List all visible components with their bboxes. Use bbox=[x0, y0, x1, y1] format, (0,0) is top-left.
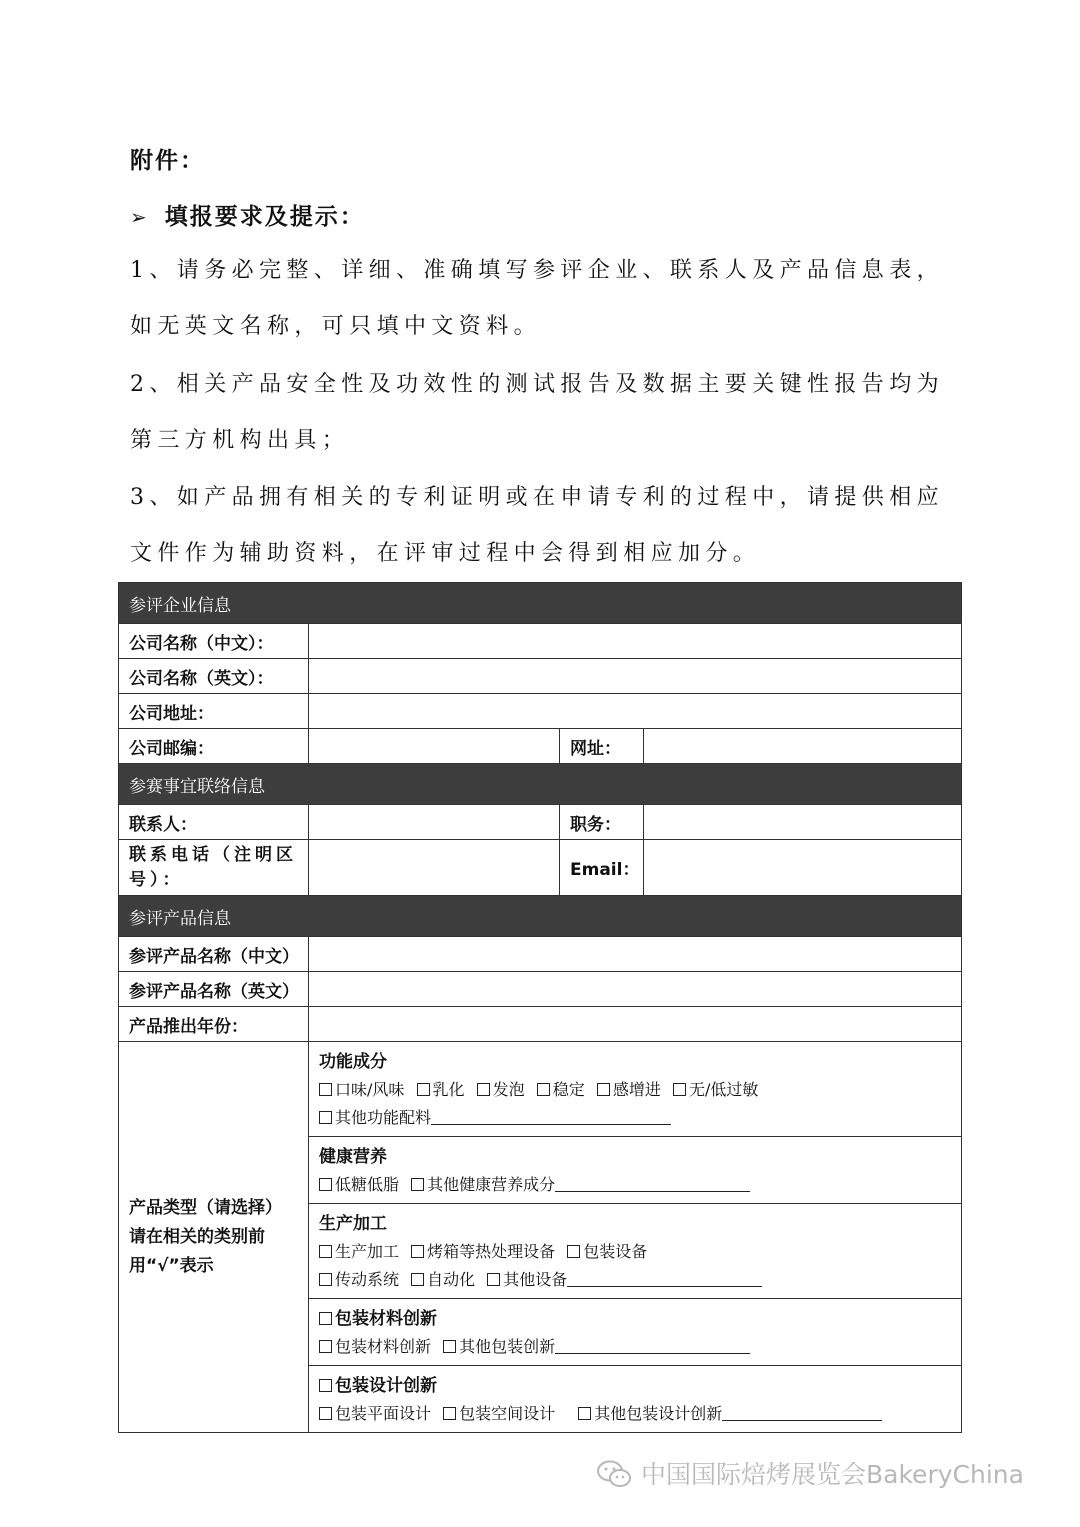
option-checkbox[interactable] bbox=[417, 1080, 465, 1099]
option-label: 低糖低脂 bbox=[335, 1175, 400, 1194]
checkbox-icon bbox=[443, 1340, 456, 1353]
company-section-header bbox=[119, 583, 962, 624]
category-pack-material bbox=[309, 1299, 962, 1366]
category-health bbox=[309, 1137, 962, 1204]
contact-person-field[interactable] bbox=[309, 805, 560, 840]
option-checkbox[interactable] bbox=[319, 1175, 399, 1194]
checkbox-icon bbox=[319, 1340, 332, 1353]
option-label: 烤箱等热处理设备 bbox=[427, 1242, 556, 1261]
requirements-heading bbox=[130, 198, 365, 231]
option-row bbox=[319, 1333, 951, 1361]
option-label: 发泡 bbox=[492, 1080, 525, 1099]
registration-form-table bbox=[118, 582, 962, 1433]
category-processing bbox=[309, 1204, 962, 1299]
checkbox-icon bbox=[477, 1083, 490, 1096]
option-label: 其他包装创新 bbox=[459, 1337, 556, 1356]
option-checkbox[interactable] bbox=[673, 1080, 758, 1099]
checkbox-icon bbox=[487, 1273, 500, 1286]
option-checkbox-other[interactable] bbox=[487, 1270, 762, 1289]
company-address-label: 公司地址： bbox=[119, 694, 309, 729]
checkbox-icon bbox=[597, 1083, 610, 1096]
product-name-cn-field[interactable] bbox=[309, 937, 962, 972]
option-label: 生产加工 bbox=[335, 1242, 400, 1261]
product-name-en-field[interactable] bbox=[309, 972, 962, 1007]
option-label: 包装平面设计 bbox=[335, 1404, 432, 1423]
product-section-header bbox=[119, 896, 962, 937]
option-checkbox-other[interactable] bbox=[411, 1175, 750, 1194]
option-label: 口味/风味 bbox=[335, 1080, 405, 1099]
option-label: 感增进 bbox=[612, 1080, 661, 1099]
launch-year-label: 产品推出年份： bbox=[119, 1007, 309, 1042]
checkbox-icon[interactable] bbox=[319, 1379, 332, 1392]
option-checkbox[interactable] bbox=[319, 1242, 399, 1261]
contact-person-label: 联系人： bbox=[119, 805, 309, 840]
arrow-bullet-icon: ➢ bbox=[130, 205, 149, 229]
contact-section-header bbox=[119, 764, 962, 805]
option-row bbox=[319, 1266, 951, 1294]
checkbox-icon bbox=[319, 1407, 332, 1420]
checkbox-icon bbox=[319, 1245, 332, 1258]
fill-in-blank[interactable] bbox=[555, 1175, 750, 1192]
option-checkbox[interactable] bbox=[319, 1270, 399, 1289]
fill-in-blank[interactable] bbox=[431, 1108, 671, 1125]
company-name-cn-label: 公司名称（中文）： bbox=[119, 624, 309, 659]
option-label: 自动化 bbox=[427, 1270, 476, 1289]
option-label: 传动系统 bbox=[335, 1270, 400, 1289]
checkbox-icon bbox=[578, 1407, 591, 1420]
company-address-field[interactable] bbox=[309, 694, 962, 729]
instruction-3: 3、如产品拥有相关的专利证明或在申请专利的过程中，请提供相应文件作为辅助资料，在评审过程中会得到相应加分。 bbox=[130, 485, 944, 566]
company-section-title: 参评企业信息 bbox=[119, 583, 962, 624]
watermark bbox=[595, 1455, 1024, 1491]
option-row bbox=[319, 1238, 951, 1266]
checkbox-icon[interactable] bbox=[319, 1312, 332, 1325]
product-type-label: 产品类型（请选择）请在相关的类别前用“√”表示 bbox=[119, 1042, 309, 1433]
option-row bbox=[319, 1400, 951, 1428]
option-label: 包装材料创新 bbox=[335, 1337, 432, 1356]
option-checkbox-other[interactable] bbox=[578, 1404, 882, 1423]
category-title: 生产加工 bbox=[319, 1214, 387, 1234]
option-row bbox=[319, 1171, 951, 1199]
instruction-1: 1、请务必完整、详细、准确填写参评企业、联系人及产品信息表，如无英文名称，可只填中文资料。 bbox=[130, 258, 944, 339]
option-checkbox-other[interactable] bbox=[319, 1108, 671, 1127]
checkbox-icon bbox=[319, 1178, 332, 1191]
option-checkbox[interactable] bbox=[319, 1337, 431, 1356]
option-checkbox-other[interactable] bbox=[443, 1337, 750, 1356]
category-title-text: 包装设计创新 bbox=[335, 1376, 437, 1396]
option-label: 稳定 bbox=[552, 1080, 585, 1099]
checkbox-icon bbox=[673, 1083, 686, 1096]
checkbox-icon bbox=[411, 1178, 424, 1191]
option-row bbox=[319, 1104, 951, 1132]
phone-field[interactable] bbox=[309, 840, 560, 896]
option-checkbox[interactable] bbox=[411, 1242, 555, 1261]
attachment-title: 附件： bbox=[130, 148, 205, 174]
checkbox-icon bbox=[411, 1245, 424, 1258]
wechat-icon bbox=[595, 1459, 633, 1489]
company-name-en-field[interactable] bbox=[309, 659, 962, 694]
checkbox-icon bbox=[537, 1083, 550, 1096]
category-pack-design bbox=[309, 1366, 962, 1433]
option-label: 其他健康营养成分 bbox=[427, 1175, 556, 1194]
category-functional bbox=[309, 1042, 962, 1137]
option-checkbox[interactable] bbox=[319, 1080, 404, 1099]
website-field[interactable] bbox=[644, 729, 962, 764]
email-field[interactable] bbox=[644, 840, 962, 896]
phone-label: 联系电话（注明区号）： bbox=[119, 840, 309, 896]
launch-year-field[interactable] bbox=[309, 1007, 962, 1042]
option-checkbox[interactable] bbox=[443, 1404, 555, 1423]
option-label: 包装空间设计 bbox=[459, 1404, 556, 1423]
product-section-title: 参评产品信息 bbox=[119, 896, 962, 937]
position-field[interactable] bbox=[644, 805, 962, 840]
requirements-heading-text: 填报要求及提示： bbox=[164, 204, 365, 230]
fill-in-blank[interactable] bbox=[722, 1404, 882, 1421]
company-postcode-label: 公司邮编： bbox=[119, 729, 309, 764]
option-label: 其他功能配料 bbox=[335, 1108, 432, 1127]
checkbox-icon bbox=[443, 1407, 456, 1420]
option-checkbox[interactable] bbox=[477, 1080, 525, 1099]
option-checkbox[interactable] bbox=[597, 1080, 661, 1099]
company-postcode-field[interactable] bbox=[309, 729, 560, 764]
option-row bbox=[319, 1076, 951, 1104]
checkbox-icon bbox=[411, 1273, 424, 1286]
option-label: 其他设备 bbox=[503, 1270, 568, 1289]
option-label: 其他包装设计创新 bbox=[594, 1404, 723, 1423]
checkbox-icon bbox=[319, 1111, 332, 1124]
checkbox-icon bbox=[567, 1245, 580, 1258]
checkbox-icon bbox=[319, 1083, 332, 1096]
product-name-en-label: 参评产品名称（英文） bbox=[119, 972, 309, 1007]
email-label: Email： bbox=[560, 840, 644, 896]
option-label: 乳化 bbox=[432, 1080, 465, 1099]
option-label: 无/低过敏 bbox=[688, 1080, 759, 1099]
option-checkbox[interactable] bbox=[567, 1242, 647, 1261]
company-name-en-label: 公司名称（英文）： bbox=[119, 659, 309, 694]
company-name-cn-field[interactable] bbox=[309, 624, 962, 659]
contact-section-title: 参赛事宜联络信息 bbox=[119, 764, 962, 805]
fill-in-blank[interactable] bbox=[567, 1270, 762, 1287]
checkbox-icon bbox=[417, 1083, 430, 1096]
website-label: 网址： bbox=[560, 729, 644, 764]
option-checkbox[interactable] bbox=[319, 1404, 431, 1423]
option-checkbox[interactable] bbox=[537, 1080, 585, 1099]
product-name-cn-label: 参评产品名称（中文） bbox=[119, 937, 309, 972]
category-title: 健康营养 bbox=[319, 1147, 387, 1167]
category-title: 功能成分 bbox=[319, 1052, 387, 1072]
watermark-text: 中国国际焙烤展览会BakeryChina bbox=[641, 1460, 1024, 1489]
instruction-2: 2、相关产品安全性及功效性的测试报告及数据主要关键性报告均为第三方机构出具； bbox=[130, 372, 944, 453]
option-checkbox[interactable] bbox=[411, 1270, 475, 1289]
position-label: 职务： bbox=[560, 805, 644, 840]
category-title bbox=[319, 1305, 951, 1333]
category-title bbox=[319, 1372, 951, 1400]
category-title-text: 包装材料创新 bbox=[335, 1309, 437, 1329]
checkbox-icon bbox=[319, 1273, 332, 1286]
fill-in-blank[interactable] bbox=[555, 1337, 750, 1354]
option-label: 包装设备 bbox=[583, 1242, 648, 1261]
